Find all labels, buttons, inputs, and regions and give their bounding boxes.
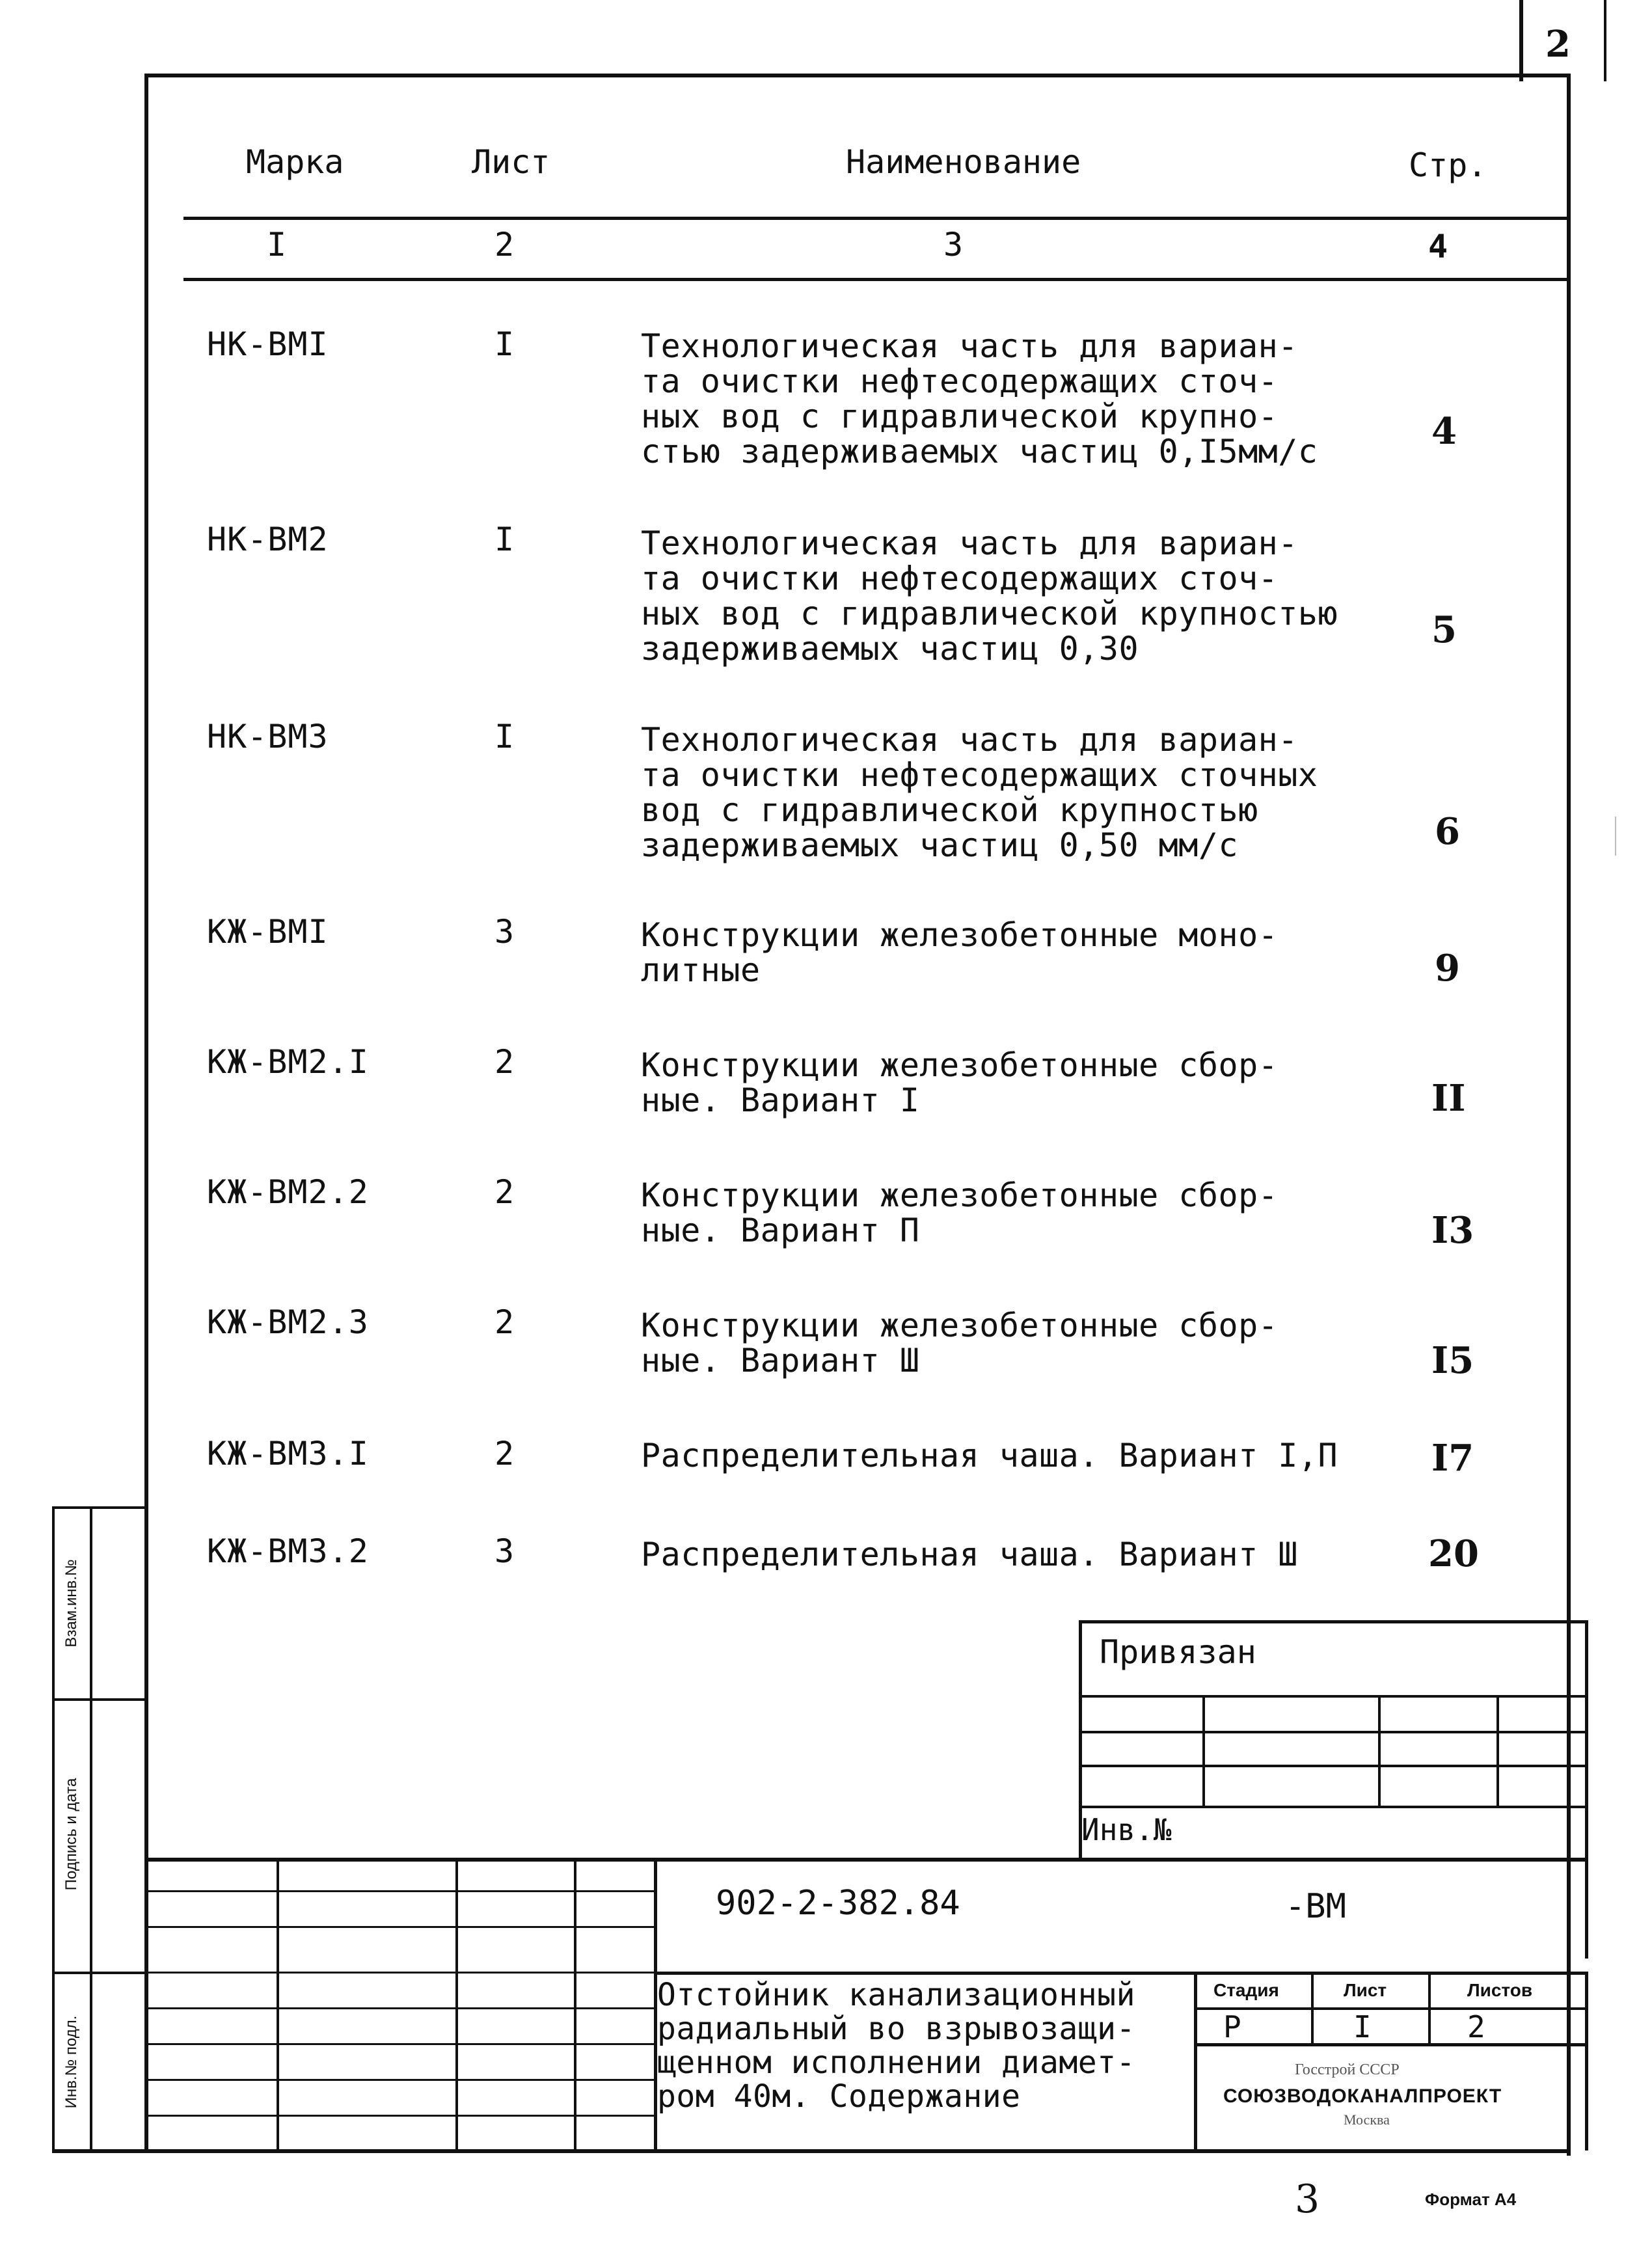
- document-code: 902-2-382.84: [716, 1884, 960, 1923]
- frame-bottom: [52, 2149, 1571, 2153]
- row-mark: НК-ВМ3: [207, 718, 329, 755]
- document-title: Отстойник канализационный радиальный во взрывозащи- щенном исполнении диамет- ром 40м. Содержание: [657, 1977, 1135, 2115]
- sheets-label: Листов: [1467, 1980, 1533, 2000]
- sig-line: [144, 2007, 654, 2009]
- row-page: 20: [1428, 1532, 1479, 1575]
- binding-row-line: [1079, 1765, 1588, 1767]
- binding-row-line: [1079, 1806, 1588, 1808]
- sheets-value: 2: [1467, 2009, 1485, 2044]
- row-page: II: [1431, 1077, 1466, 1120]
- stage-left: [1194, 1972, 1197, 2150]
- row-mark: КЖ-ВМ3.2: [207, 1532, 369, 1570]
- row-page: 4: [1431, 410, 1457, 453]
- page-box-right-border: [1604, 0, 1606, 81]
- binding-row-line: [1079, 1695, 1588, 1698]
- document-suffix: -ВМ: [1285, 1887, 1346, 1926]
- row-sheet: I: [494, 521, 515, 558]
- row-mark: КЖ-ВМI: [207, 913, 329, 951]
- sig-col: [277, 1858, 279, 2150]
- row-page: 5: [1431, 608, 1457, 651]
- col-num-1: I: [267, 226, 287, 264]
- row-sheet: 2: [494, 1303, 515, 1341]
- stamp-top: [52, 1506, 146, 1509]
- sig-line: [144, 2079, 654, 2081]
- org-line-2: СОЮЗВОДОКАНАЛПРОЕКТ: [1223, 2085, 1502, 2107]
- org-line-3: Москва: [1344, 2111, 1390, 2128]
- row-mark: НК-ВМI: [207, 325, 329, 363]
- stage-right: [1585, 1972, 1588, 2150]
- sig-line: [144, 1890, 654, 1892]
- row-sheet: 2: [494, 1043, 515, 1081]
- row-mark: НК-ВМ2: [207, 521, 329, 558]
- row-name: Конструкции железобетонные моно- литные: [641, 916, 1279, 989]
- stage-label: Стадия: [1213, 1980, 1279, 2000]
- stamp-divider: [52, 1698, 146, 1701]
- header-name: Наименование: [846, 143, 1081, 181]
- binding-inv-label: Инв.№: [1081, 1812, 1172, 1847]
- row-name: Распределительная чаша. Вариант I,П: [641, 1437, 1338, 1474]
- column-numbers-rule: [183, 278, 1567, 281]
- sig-line: [144, 1972, 654, 1974]
- row-sheet: I: [494, 718, 515, 755]
- binding-row-line: [1079, 1731, 1588, 1733]
- row-name: Конструкции железобетонные сбор- ные. Вариант П: [641, 1176, 1279, 1249]
- footer-format: Формат А4: [1425, 2190, 1517, 2209]
- footer-page-mark: 3: [1295, 2177, 1320, 2222]
- stamp-inner: [90, 1506, 92, 2153]
- row-sheet: 2: [494, 1435, 515, 1472]
- row-name: Конструкции железобетонные сбор- ные. Вариант I: [641, 1046, 1279, 1119]
- title-block-top: [144, 1858, 1588, 1862]
- binding-right: [1585, 1620, 1588, 1861]
- binding-col-line: [1202, 1695, 1205, 1806]
- col-num-2: 2: [494, 226, 515, 264]
- binding-col-line: [1378, 1695, 1381, 1806]
- col-num-3: 3: [943, 226, 964, 264]
- row-sheet: 3: [494, 1532, 515, 1570]
- sig-col: [455, 1858, 458, 2150]
- stage-row: [1194, 2043, 1588, 2046]
- scan-mark: [1615, 817, 1616, 856]
- stamp-inv-podl: Инв.№ подл.: [62, 2015, 80, 2109]
- header-mark: Марка: [246, 143, 344, 181]
- frame-left: [144, 74, 148, 2149]
- title-block-right-upper: [1585, 1858, 1588, 1959]
- row-mark: КЖ-ВМ2.3: [207, 1303, 369, 1341]
- row-name: Технологическая часть для вариан- та очистки нефтесодержащих сточ- ных вод с гидравлической крупно- стью задерживаемых частиц 0,I5мм/с: [641, 327, 1318, 470]
- row-name: Технологическая часть для вариан- та очистки нефтесодержащих сточ- ных вод с гидравлической крупностью задерживаемых частиц 0,30: [641, 524, 1338, 668]
- sheet-label: Лист: [1344, 1980, 1387, 2000]
- row-page: I7: [1431, 1437, 1474, 1480]
- org-line-1: Госстрой СССР: [1295, 2061, 1400, 2078]
- stamp-vzam-inv: Взам.инв.№: [62, 1559, 80, 1648]
- row-sheet: 2: [494, 1173, 515, 1211]
- row-page: I5: [1431, 1339, 1474, 1382]
- row-name: Технологическая часть для вариан- та очистки нефтесодержащих сточных вод с гидравлической крупностью задерживаемых частиц 0,50 мм/с: [641, 721, 1318, 864]
- row-mark: КЖ-ВМ3.I: [207, 1435, 369, 1472]
- binding-top: [1079, 1620, 1588, 1623]
- row-name: Распределительная чаша. Вариант Ш: [641, 1536, 1298, 1573]
- row-mark: КЖ-ВМ2.2: [207, 1173, 369, 1211]
- row-page: I3: [1431, 1209, 1474, 1252]
- stamp-podpis-data: Подпись и дата: [62, 1778, 80, 1891]
- row-page: 9: [1435, 947, 1460, 990]
- row-mark: КЖ-ВМ2.I: [207, 1043, 369, 1081]
- title-block-mid: [654, 1972, 1588, 1975]
- sig-line: [144, 2115, 654, 2117]
- sig-line: [144, 1926, 654, 1928]
- frame-top: [144, 74, 1571, 77]
- binding-col-line: [1496, 1695, 1499, 1806]
- header-sheet: Лист: [472, 143, 550, 181]
- sig-line: [144, 2043, 654, 2045]
- stamp-left: [52, 1506, 55, 2153]
- header-page: Стр.: [1409, 146, 1487, 184]
- row-sheet: I: [494, 325, 515, 363]
- page-number: 2: [1545, 23, 1571, 66]
- frame-right: [1567, 74, 1571, 2156]
- row-page: 6: [1435, 810, 1460, 853]
- header-rule: [183, 217, 1567, 220]
- stamp-divider: [52, 1972, 146, 1974]
- sig-col: [574, 1858, 576, 2150]
- row-sheet: 3: [494, 913, 515, 951]
- row-name: Конструкции железобетонные сбор- ные. Вариант Ш: [641, 1307, 1279, 1379]
- col-num-4: 4: [1428, 228, 1448, 265]
- binding-title: Привязан: [1100, 1633, 1256, 1671]
- stage-value: Р: [1223, 2009, 1241, 2044]
- sheet-value: I: [1353, 2009, 1372, 2044]
- page-box-left-border: [1519, 0, 1523, 81]
- stage-row: [1194, 2007, 1588, 2010]
